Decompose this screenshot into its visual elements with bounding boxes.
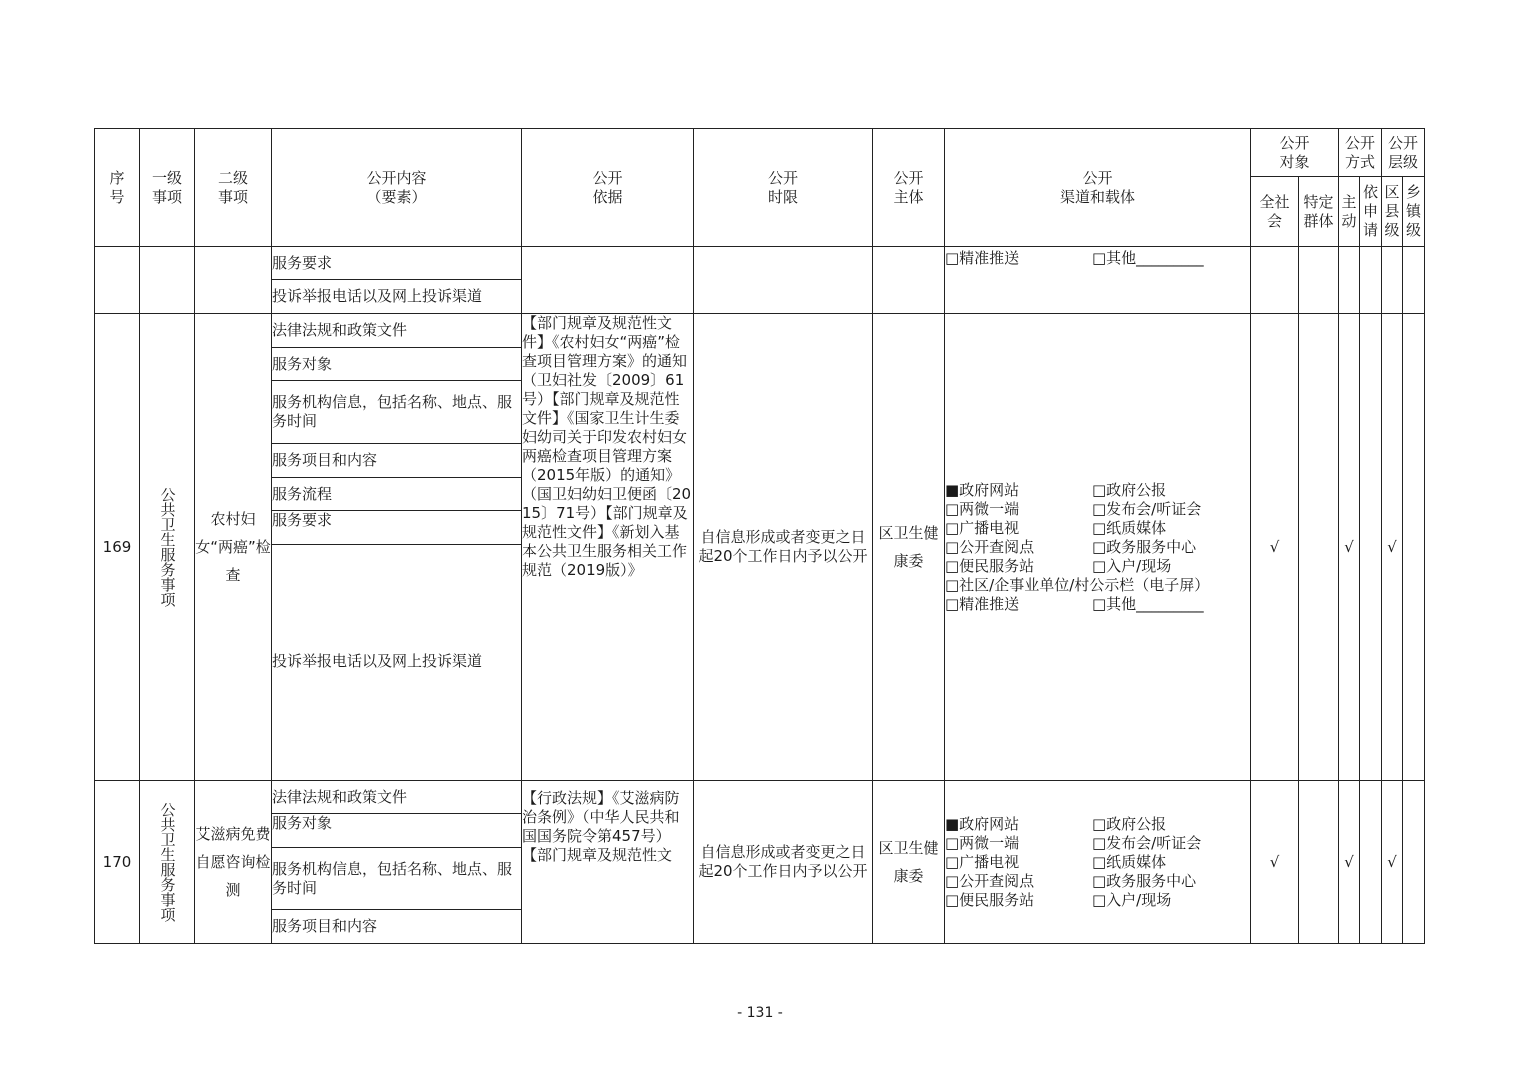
row-subject: 区卫生健康委 xyxy=(873,314,945,781)
row-level1: 公共卫生服务事项 xyxy=(140,314,195,781)
channel-list xyxy=(945,481,1250,614)
row-time-limit: 自信息形成或者变更之日起20个工作日内予以公开 xyxy=(694,781,873,944)
content-item: 法律法规和政策文件 xyxy=(272,781,521,814)
mark-on-request xyxy=(1360,314,1382,781)
content-item: 服务机构信息，包括名称、地点、服务时间 xyxy=(272,848,521,910)
row-seq: 169 xyxy=(95,314,140,781)
table-row-170 xyxy=(95,781,1425,944)
header-active: 主 动 xyxy=(1339,177,1360,247)
row-basis: 【部门规章及规范性文件】《农村妇女“两癌”检查项目管理方案》的通知（卫妇社发〔2009〕61号）【部门规章及规范性文件】《国家卫生计生委妇幼司关于印发农村妇女两癌检查项目管理方案（2015年版）的通知》（国卫妇幼妇卫便函〔2015〕71号）【部门规章及规范性文件】《新划入基本公共卫生服务相关工作规范（2019版）》 xyxy=(522,314,694,781)
header-method-group: 公开 方式 xyxy=(1339,129,1382,177)
channel-option: □公开查阅点 xyxy=(945,871,1035,890)
channel-row xyxy=(945,834,1250,853)
header-row-1 xyxy=(95,129,1425,177)
row-content xyxy=(272,314,522,781)
content-item: 投诉举报电话以及网上投诉渠道 xyxy=(272,652,483,670)
header-basis: 公开 依据 xyxy=(522,129,694,247)
row-level2: 农村妇女“两癌”检查 xyxy=(195,314,272,781)
header-time-limit: 公开 时限 xyxy=(694,129,873,247)
header-district: 区 县 级 xyxy=(1382,177,1403,247)
cont-seq xyxy=(95,247,140,314)
channel-option: □政务服务中心 xyxy=(1092,537,1197,556)
channel-row xyxy=(945,853,1250,872)
channel-option: □纸质媒体 xyxy=(1092,852,1167,871)
cont-channel xyxy=(945,247,1251,314)
header-level1: 一级 事项 xyxy=(140,129,195,247)
row-content xyxy=(272,781,522,944)
content-item: 服务项目和内容 xyxy=(272,444,521,478)
content-item: 投诉举报电话以及网上投诉渠道 xyxy=(272,287,483,305)
channel-option: □两微一端 xyxy=(945,833,1020,852)
continuation-row xyxy=(95,247,1425,314)
content-item: 服务对象 xyxy=(272,814,521,848)
row-level2: 艾滋病免费自愿咨询检测 xyxy=(195,781,272,944)
channel-option: □政府公报 xyxy=(1092,480,1167,499)
disclosure-table xyxy=(94,128,1425,944)
header-content: 公开内容 （要素） xyxy=(272,129,522,247)
row-channel xyxy=(945,314,1251,781)
channel-row xyxy=(945,557,1250,576)
channel-option: □公开查阅点 xyxy=(945,537,1035,556)
page-number: - 131 - xyxy=(737,1005,783,1021)
channel-option: ■政府网站 xyxy=(945,814,1020,833)
channel-list xyxy=(945,815,1250,910)
content-item: 服务要求 xyxy=(272,247,521,280)
row-time-limit: 自信息形成或者变更之日起20个工作日内予以公开 xyxy=(694,314,873,781)
content-item: 服务要求 xyxy=(272,511,521,545)
header-specific-group: 特定 群体 xyxy=(1299,177,1339,247)
channel-option: □广播电视 xyxy=(945,518,1020,537)
header-level-group: 公开 层级 xyxy=(1382,129,1425,177)
channel-row xyxy=(945,538,1250,557)
mark-all-society: √ xyxy=(1251,781,1299,944)
header-township: 乡 镇 级 xyxy=(1403,177,1425,247)
channel-option: □精准推送 xyxy=(945,249,1020,267)
row-seq: 170 xyxy=(95,781,140,944)
cont-time xyxy=(694,247,873,314)
cont-basis xyxy=(522,247,694,314)
channel-row xyxy=(945,500,1250,519)
cont-content xyxy=(272,247,522,314)
content-item: 法律法规和政策文件 xyxy=(272,314,521,348)
mark-district: √ xyxy=(1382,314,1403,781)
channel-row xyxy=(945,891,1250,910)
cont-subject xyxy=(873,247,945,314)
channel-row xyxy=(945,519,1250,538)
channel-option: □其他_________ xyxy=(1092,249,1204,267)
channel-option: □发布会/听证会 xyxy=(1092,833,1202,852)
channel-option: □便民服务站 xyxy=(945,890,1035,909)
channel-row xyxy=(945,815,1250,834)
content-item: 服务对象 xyxy=(272,348,521,381)
table-row-169 xyxy=(95,314,1425,781)
mark-district: √ xyxy=(1382,781,1403,944)
header-subject: 公开 主体 xyxy=(873,129,945,247)
channel-option: □发布会/听证会 xyxy=(1092,499,1202,518)
channel-option: □广播电视 xyxy=(945,852,1020,871)
content-item: 服务项目和内容 xyxy=(272,917,378,935)
content-item: 服务机构信息，包括名称、地点、服务时间 xyxy=(272,381,521,444)
channel-option: □政府公报 xyxy=(1092,814,1167,833)
row-subject: 区卫生健康委 xyxy=(873,781,945,944)
header-level2: 二级 事项 xyxy=(195,129,272,247)
content-item: 服务流程 xyxy=(272,478,521,511)
channel-option: □纸质媒体 xyxy=(1092,518,1167,537)
channel-option: □入户/现场 xyxy=(1092,890,1172,909)
channel-option: □社区/企事业单位/村公示栏（电子屏） xyxy=(945,575,1210,594)
channel-option: □便民服务站 xyxy=(945,556,1035,575)
cont-level2 xyxy=(195,247,272,314)
mark-active: √ xyxy=(1339,781,1360,944)
channel-option: □政务服务中心 xyxy=(1092,871,1197,890)
row-basis: 【行政法规】《艾滋病防治条例》（中华人民共和国国务院令第457号）【部门规章及规范性文 xyxy=(522,781,694,944)
mark-all-society: √ xyxy=(1251,314,1299,781)
mark-township xyxy=(1403,314,1425,781)
channel-option: □精准推送 xyxy=(945,594,1020,613)
mark-on-request xyxy=(1360,781,1382,944)
header-target-group: 公开 对象 xyxy=(1251,129,1339,177)
header-on-request: 依 申 请 xyxy=(1360,177,1382,247)
header-seq: 序 号 xyxy=(95,129,140,247)
cont-level1 xyxy=(140,247,195,314)
header-channel: 公开 渠道和载体 xyxy=(945,129,1251,247)
row-channel xyxy=(945,781,1251,944)
channel-row xyxy=(945,872,1250,891)
mark-specific-group xyxy=(1299,314,1339,781)
row-level1: 公共卫生服务事项 xyxy=(140,781,195,944)
channel-row xyxy=(945,481,1250,500)
channel-option: □入户/现场 xyxy=(1092,556,1172,575)
channel-option: □两微一端 xyxy=(945,499,1020,518)
channel-option: □其他_________ xyxy=(1092,594,1204,613)
channel-row xyxy=(945,576,1250,595)
channel-row xyxy=(945,595,1250,614)
mark-specific-group xyxy=(1299,781,1339,944)
mark-active: √ xyxy=(1339,314,1360,781)
mark-township xyxy=(1403,781,1425,944)
header-all-society: 全社 会 xyxy=(1251,177,1299,247)
channel-option: ■政府网站 xyxy=(945,480,1020,499)
